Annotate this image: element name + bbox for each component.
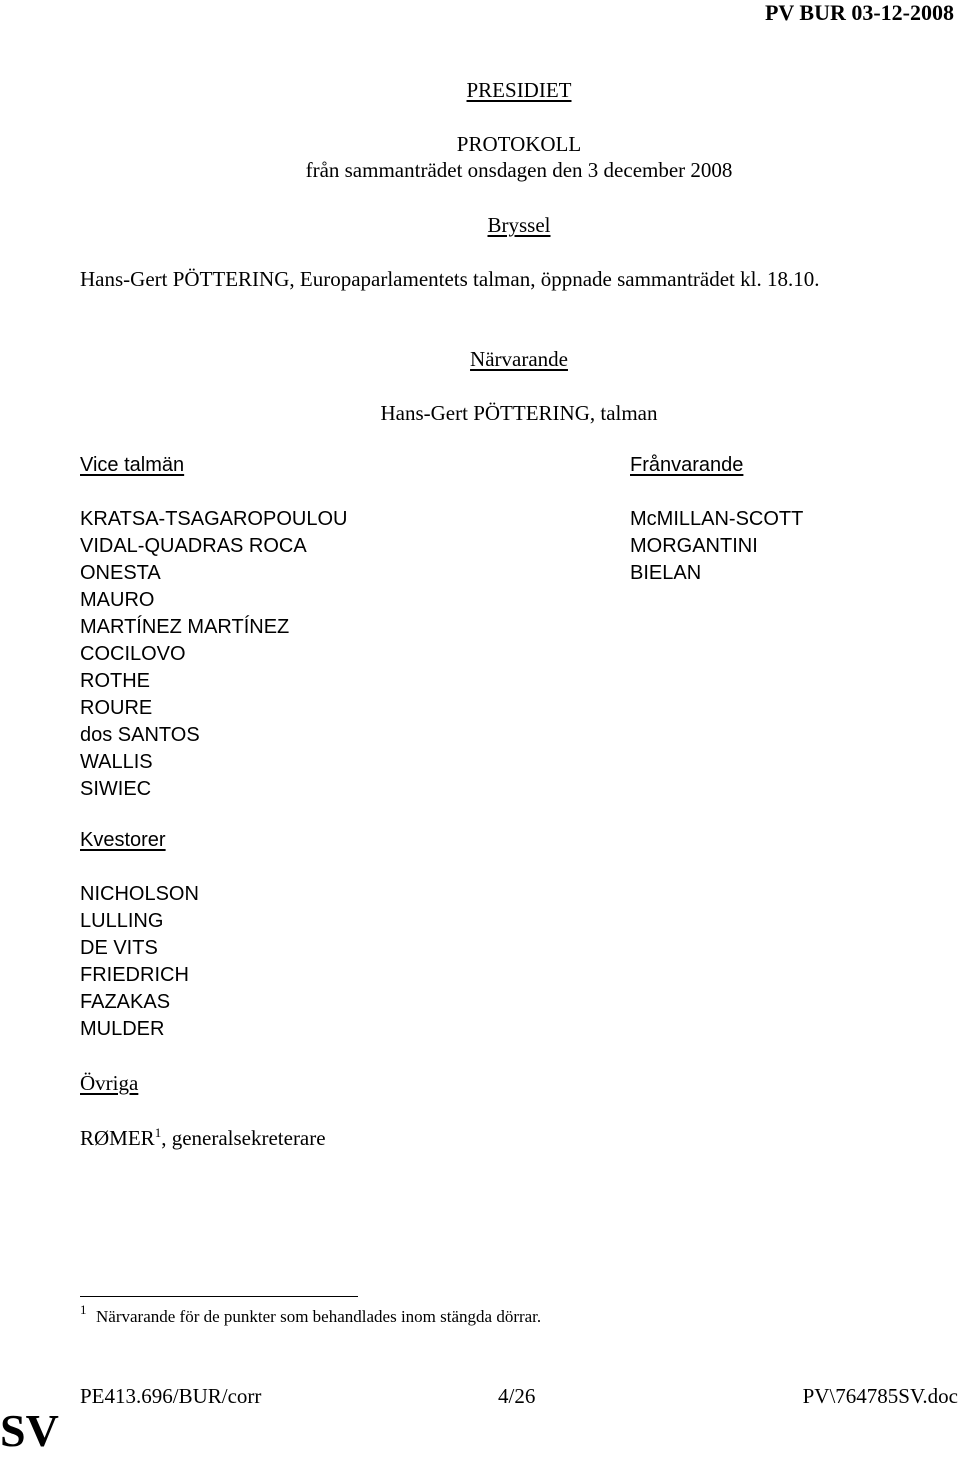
list-item: ROURE — [80, 697, 153, 719]
list-item: ONESTA — [80, 562, 161, 584]
secretary-general-role: , generalsekreterare — [161, 1126, 326, 1150]
president-line: Hans-Gert PÖTTERING, talman — [380, 401, 658, 425]
list-item: FRIEDRICH — [80, 964, 189, 986]
footer-filename: PV\764785SV.doc — [802, 1384, 958, 1408]
list-item: DE VITS — [80, 937, 158, 959]
secretary-general-line — [80, 1125, 326, 1151]
list-item: VIDAL-QUADRAS ROCA — [80, 535, 307, 557]
footnote-separator — [80, 1296, 358, 1297]
list-item: KRATSA-TSAGAROPOULOU — [80, 508, 348, 530]
list-item: McMILLAN-SCOTT — [630, 508, 804, 530]
meeting-place: Bryssel — [487, 213, 551, 237]
list-item: WALLIS — [80, 751, 153, 773]
footnote-number: 1 — [80, 1302, 87, 1317]
document-code: PV BUR 03-12-2008 — [764, 0, 954, 25]
list-item: BIELAN — [630, 562, 702, 584]
list-item: SIWIEC — [80, 778, 152, 800]
list-item: ROTHE — [80, 670, 150, 692]
list-item: MORGANTINI — [630, 535, 758, 557]
footnote-text: Närvarande för de punkter som behandlades inom stängda dörrar. — [96, 1307, 542, 1326]
absent-list — [630, 506, 803, 587]
vice-presidents-list — [80, 506, 347, 803]
list-item: LULLING — [80, 910, 164, 932]
meeting-line: från sammanträdet onsdagen den 3 december 2008 — [305, 158, 733, 182]
absent-heading: Frånvarande — [630, 454, 744, 476]
list-item: MAURO — [80, 589, 155, 611]
list-item: MULDER — [80, 1018, 165, 1040]
language-code: SV — [0, 1405, 59, 1456]
doc-type: PROTOKOLL — [456, 132, 582, 156]
others-heading: Övriga — [80, 1071, 139, 1095]
quaestors-list — [80, 881, 199, 1043]
list-item: NICHOLSON — [80, 883, 199, 905]
list-item: dos SANTOS — [80, 724, 200, 746]
opening-line: Hans-Gert PÖTTERING, Europaparlamentets talman, öppnade sammanträdet kl. 18.10. — [80, 267, 820, 291]
list-item: FAZAKAS — [80, 991, 171, 1013]
footer-reference: PE413.696/BUR/corr — [80, 1384, 262, 1408]
body-title: PRESIDIET — [466, 78, 572, 102]
present-heading: Närvarande — [470, 347, 568, 371]
footnote-reference: 1 — [154, 1125, 162, 1140]
secretary-general-name: RØMER — [80, 1126, 155, 1150]
vice-presidents-heading: Vice talmän — [80, 454, 185, 476]
list-item: MARTÍNEZ MARTÍNEZ — [80, 616, 290, 638]
page-number: 4/26 — [498, 1384, 536, 1408]
quaestors-heading: Kvestorer — [80, 829, 166, 851]
list-item: COCILOVO — [80, 643, 186, 665]
